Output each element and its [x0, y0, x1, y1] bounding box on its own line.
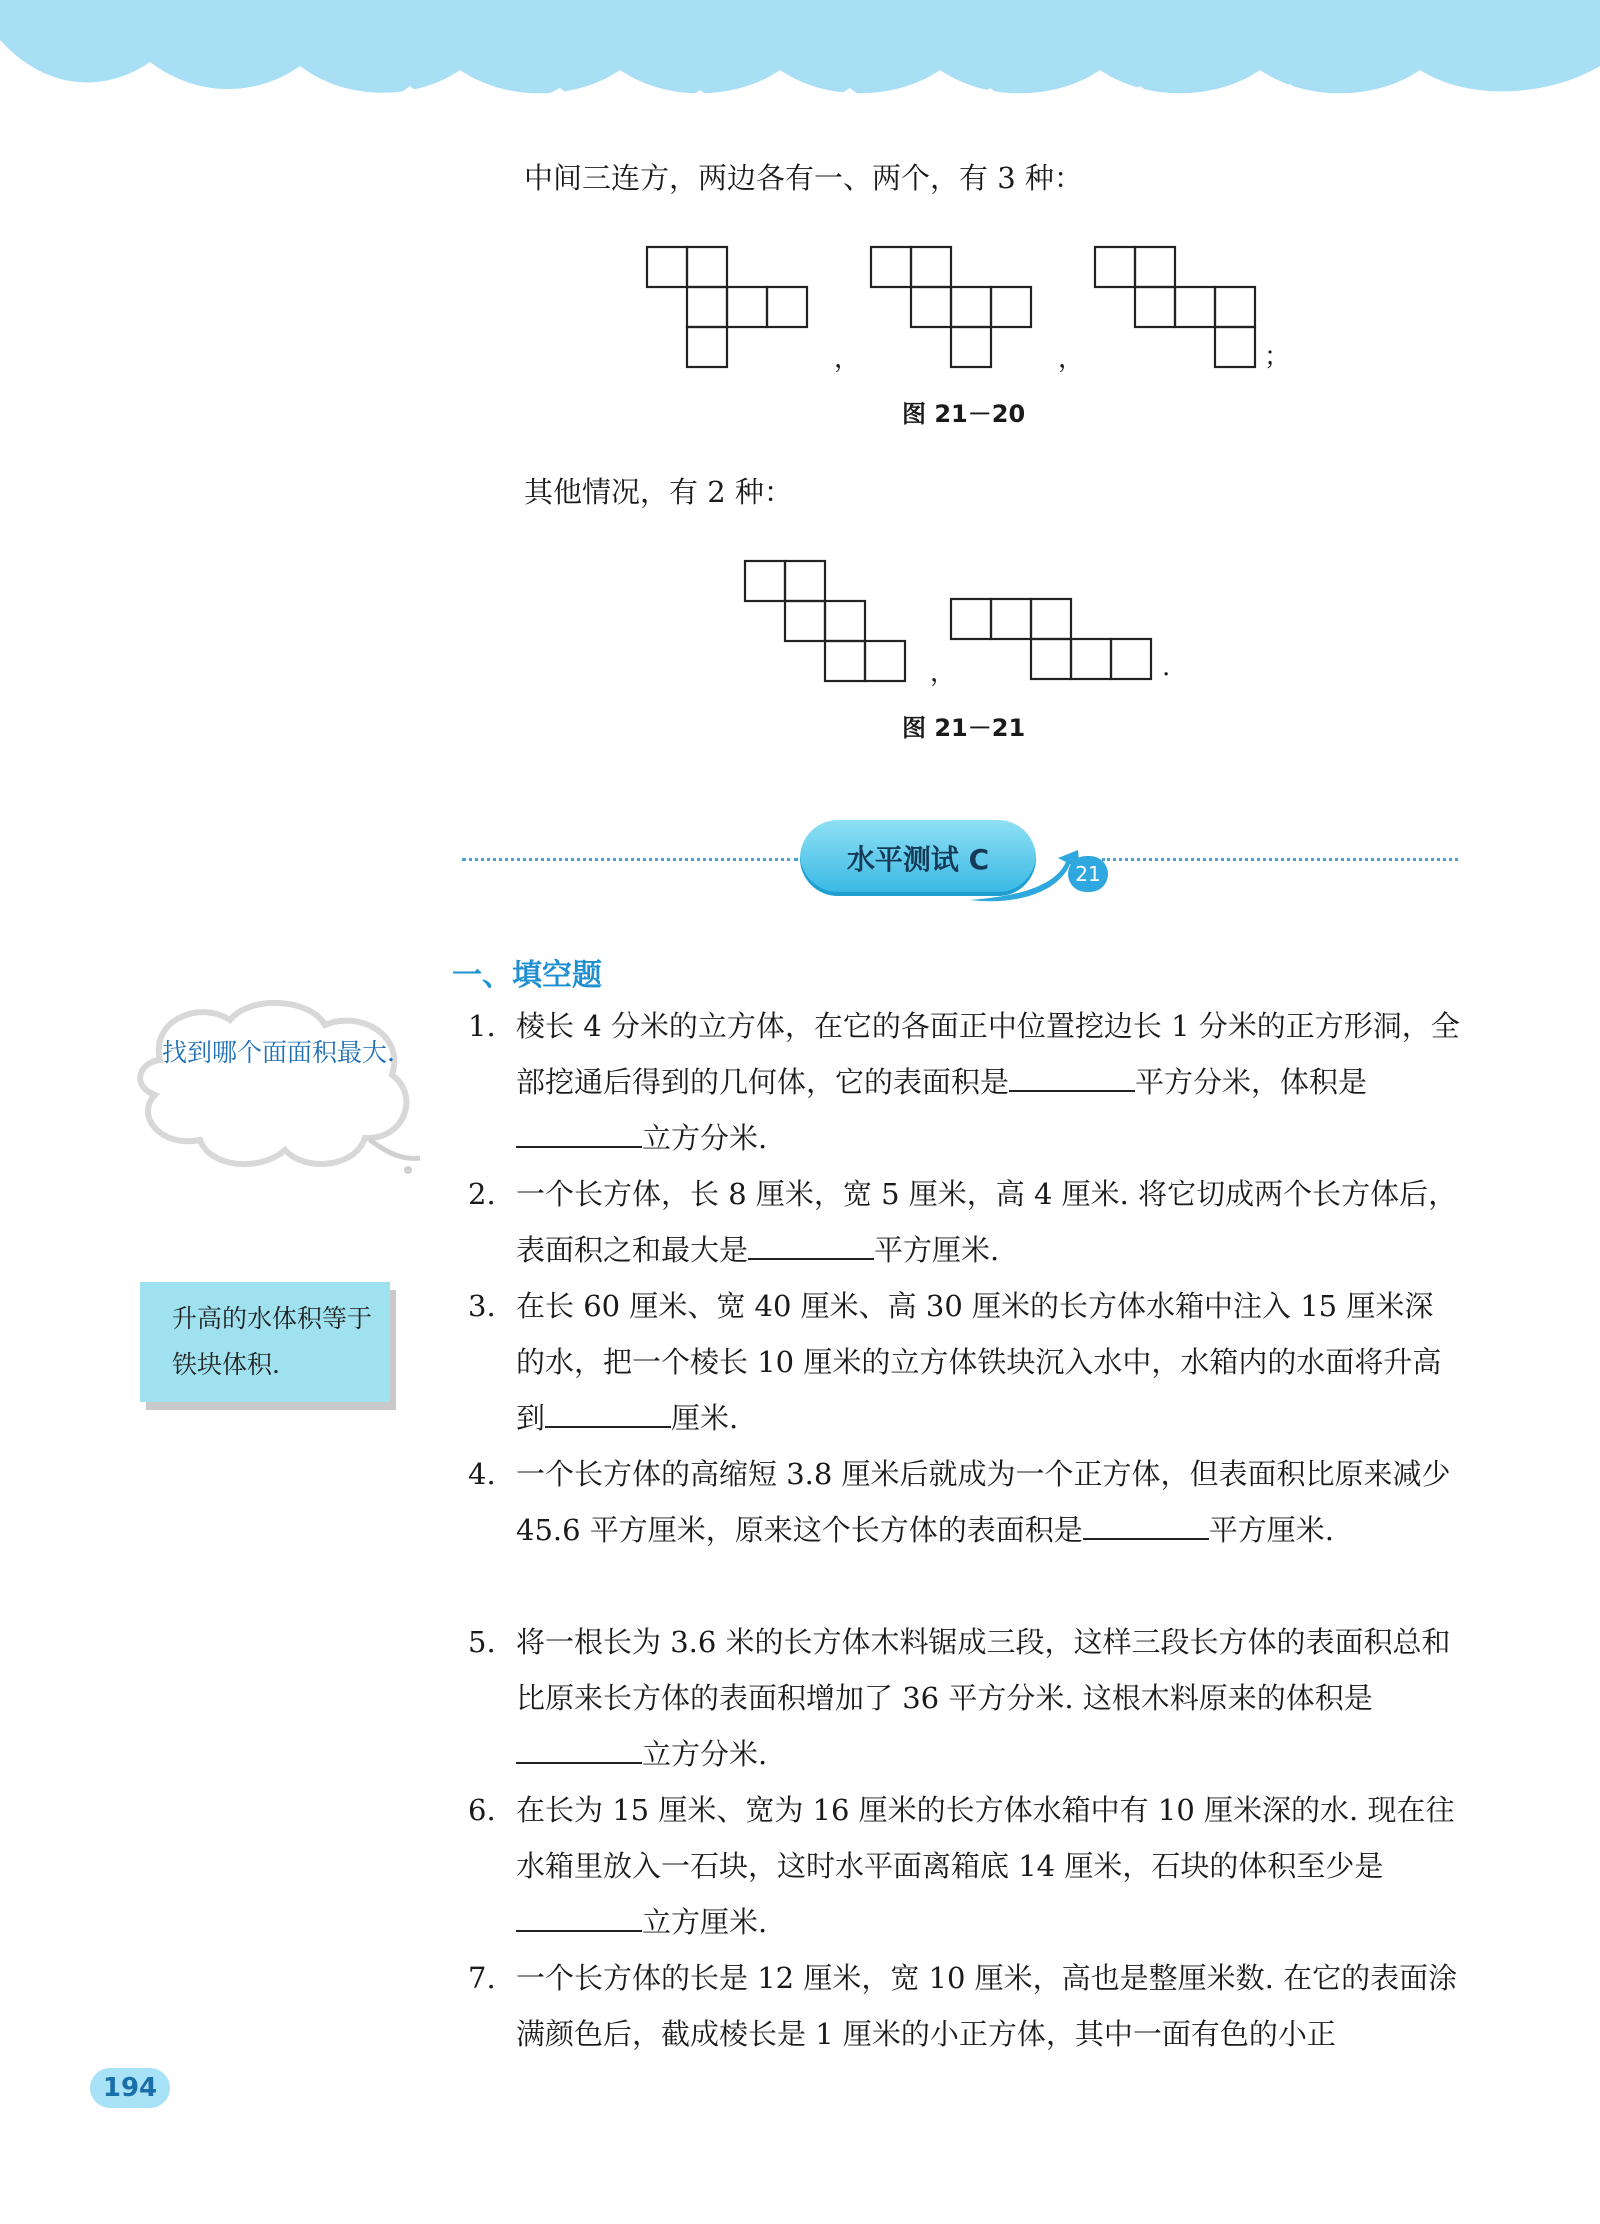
answer-blank[interactable]: [516, 1902, 642, 1932]
figure-2-caption: 图 21－21: [902, 714, 1026, 742]
figure-1-caption: 图 21－20: [902, 400, 1026, 428]
intro-line-2: 其他情况，有 2 种：: [524, 475, 793, 509]
answer-blank[interactable]: [1009, 1062, 1135, 1092]
answer-blank[interactable]: [748, 1230, 874, 1260]
question-number: 2.: [468, 1177, 496, 1211]
question-1: 1. 棱长 4 分米的立方体，在它的各面正中位置挖边长 1 分米的正方形洞，全部挖通后得到的几何体，它的表面积是 平方分米，体积是立方分米.: [468, 998, 1460, 1166]
figure-2-separator-2: .: [1162, 652, 1171, 682]
section-divider-right: [1102, 858, 1458, 861]
answer-blank[interactable]: [516, 1118, 642, 1148]
question-6: 6. 在长为 15 厘米、宽为 16 厘米的长方体水箱中有 10 厘米深的水. 现在往水箱里放入一石块，这时水平面离箱底 14 厘米，石块的体积至少是立方厘米.: [468, 1782, 1460, 1950]
question-number: 4.: [468, 1457, 496, 1491]
figure-1-separator-2: ，: [1058, 344, 1085, 374]
cloud-tip-text: 找到哪个面面积最大.: [162, 1038, 395, 1067]
question-4: 4. 一个长方体的高缩短 3.8 厘米后就成为一个正方体，但表面积比原来减少 45.6 平方厘米，原来这个长方体的表面积是 平方厘米.: [468, 1446, 1460, 1558]
question-number: 7.: [468, 1961, 496, 1995]
sky-header-decoration: [0, 0, 1600, 150]
question-7: 7. 一个长方体的长是 12 厘米，宽 10 厘米，高也是整厘米数. 在它的表面涂满颜色后，截成棱长是 1 厘米的小正方体，其中一面有色的小正: [468, 1950, 1460, 2062]
tip-box-text: 升高的水体积等于铁块体积.: [172, 1304, 373, 1379]
answer-blank[interactable]: [545, 1398, 671, 1428]
section-badge: 水平测试 C: [800, 820, 1036, 896]
question-3: 3. 在长 60 厘米、宽 40 厘米、高 30 厘米的长方体水箱中注入 15 厘米深的水，把一个棱长 10 厘米的立方体铁块沉入水中，水箱内的水面将升高到 厘米.: [468, 1278, 1460, 1446]
cube-net-4: [744, 560, 908, 688]
cube-net-5: [950, 598, 1154, 686]
section-badge-number: 21: [1068, 856, 1108, 892]
question-number: 6.: [468, 1793, 496, 1827]
intro-line-1: 中间三连方，两边各有一、两个，有 3 种：: [524, 161, 1083, 195]
figure-2-separator-1: ，: [930, 658, 957, 688]
question-number: 5.: [468, 1625, 496, 1659]
figure-1-separator-1: ，: [834, 344, 861, 374]
figure-1-separator-3: ；: [1264, 342, 1291, 372]
question-number: 3.: [468, 1289, 496, 1323]
answer-blank[interactable]: [516, 1734, 642, 1764]
section-heading: 一、填空题: [452, 958, 602, 993]
cube-net-2: [870, 246, 1034, 374]
page-number: 194: [90, 2068, 170, 2108]
section-divider-left: [462, 858, 798, 861]
question-2: 2. 一个长方体，长 8 厘米，宽 5 厘米，高 4 厘米. 将它切成两个长方体后，表面积之和最大是 平方厘米.: [468, 1166, 1460, 1278]
answer-blank[interactable]: [1083, 1510, 1209, 1540]
cube-net-1: [646, 246, 810, 374]
thought-cloud-decoration: [120, 990, 420, 1180]
question-number: 1.: [468, 1009, 496, 1043]
question-5: 5. 将一根长为 3.6 米的长方体木料锯成三段，这样三段长方体的表面积总和比原来长方体的表面积增加了 36 平方分米. 这根木料原来的体积是立方分米.: [468, 1614, 1460, 1782]
cube-net-3: [1094, 246, 1258, 374]
